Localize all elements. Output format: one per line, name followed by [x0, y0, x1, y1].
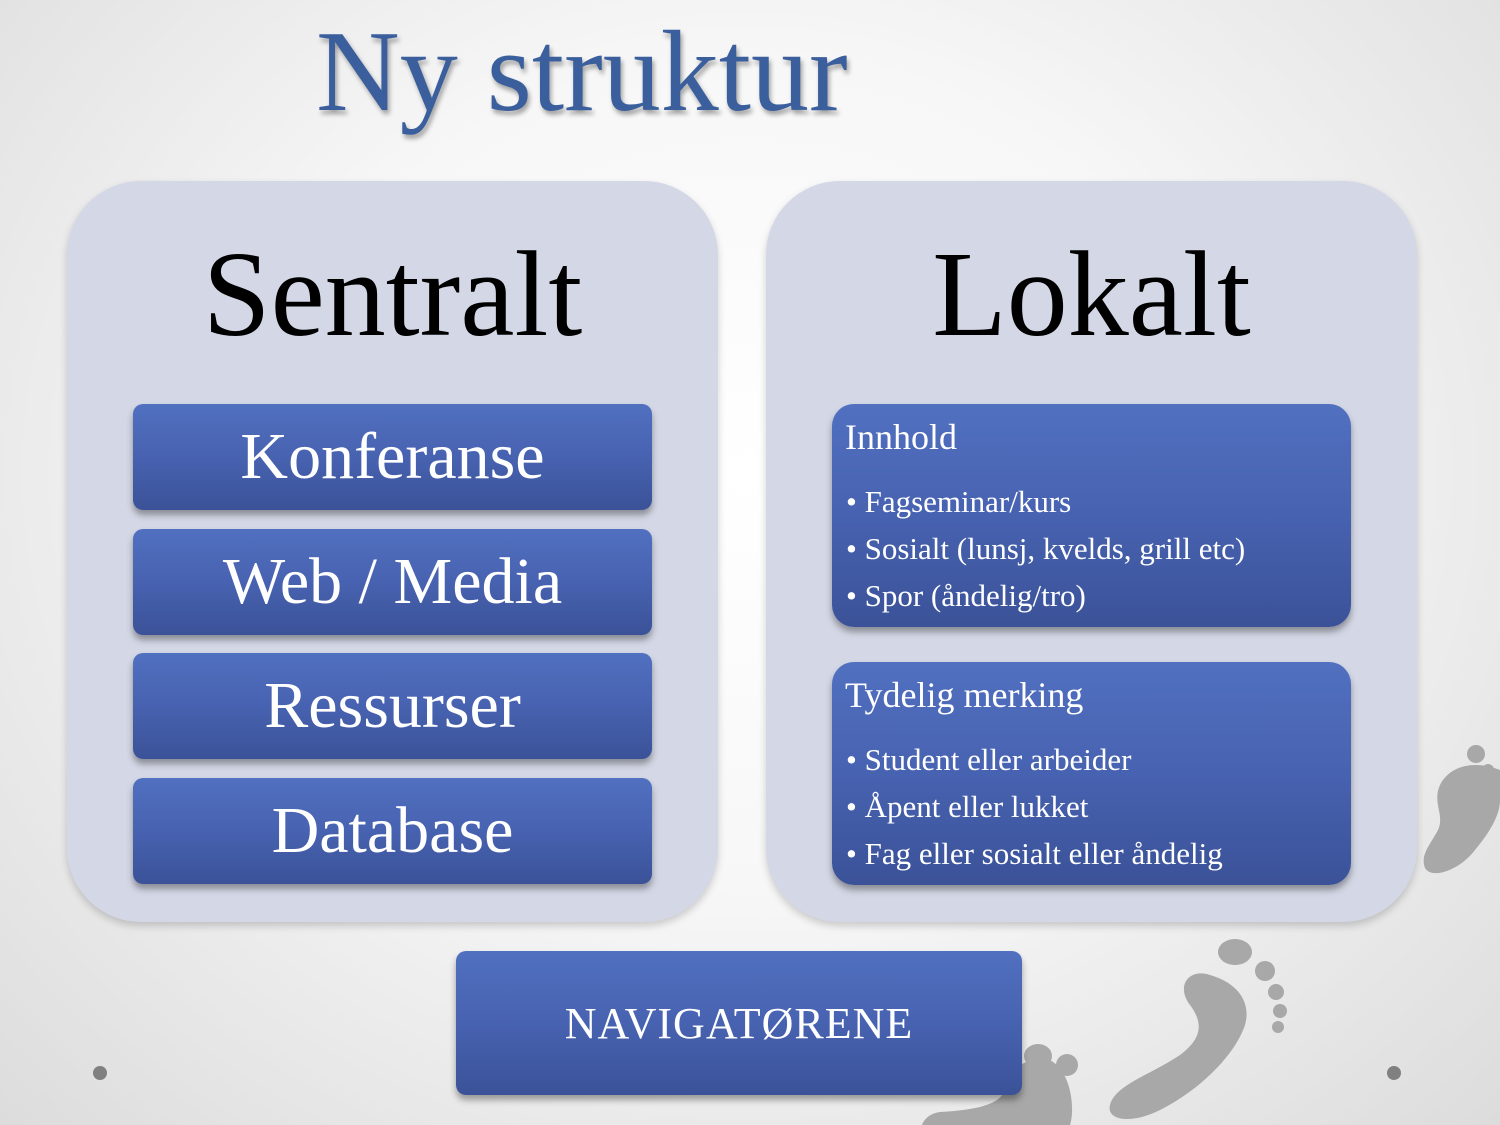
content-group [832, 404, 1351, 627]
list-item: • Spor (åndelig/tro) [846, 572, 1245, 619]
central-item-konferanse: Konferanse [133, 404, 652, 510]
central-heading: Sentralt [202, 227, 583, 362]
list-item: • Fag eller sosialt eller åndelig [846, 830, 1223, 877]
slide-nav-dot-left[interactable] [93, 1066, 107, 1080]
central-panel [67, 181, 718, 922]
navigators-box: NAVIGATØRENE [456, 951, 1022, 1095]
labeling-group-heading: Tydelig merking [845, 675, 1084, 715]
list-item: • Fagseminar/kurs [846, 478, 1245, 525]
local-panel [766, 181, 1417, 922]
labeling-group-list [846, 736, 1223, 877]
central-item-database: Database [133, 778, 652, 884]
list-item: • Sosialt (lunsj, kvelds, grill etc) [846, 525, 1245, 572]
labeling-group [832, 662, 1351, 885]
slide-title: Ny struktur [316, 8, 848, 136]
central-item-web-media: Web / Media [133, 529, 652, 635]
central-item-ressurser: Ressurser [133, 653, 652, 759]
content-group-list [846, 478, 1245, 619]
local-heading: Lokalt [932, 227, 1251, 362]
list-item: • Student eller arbeider [846, 736, 1223, 783]
slide-nav-dot-right[interactable] [1387, 1066, 1401, 1080]
list-item: • Åpent eller lukket [846, 783, 1223, 830]
content-group-heading: Innhold [845, 417, 957, 457]
